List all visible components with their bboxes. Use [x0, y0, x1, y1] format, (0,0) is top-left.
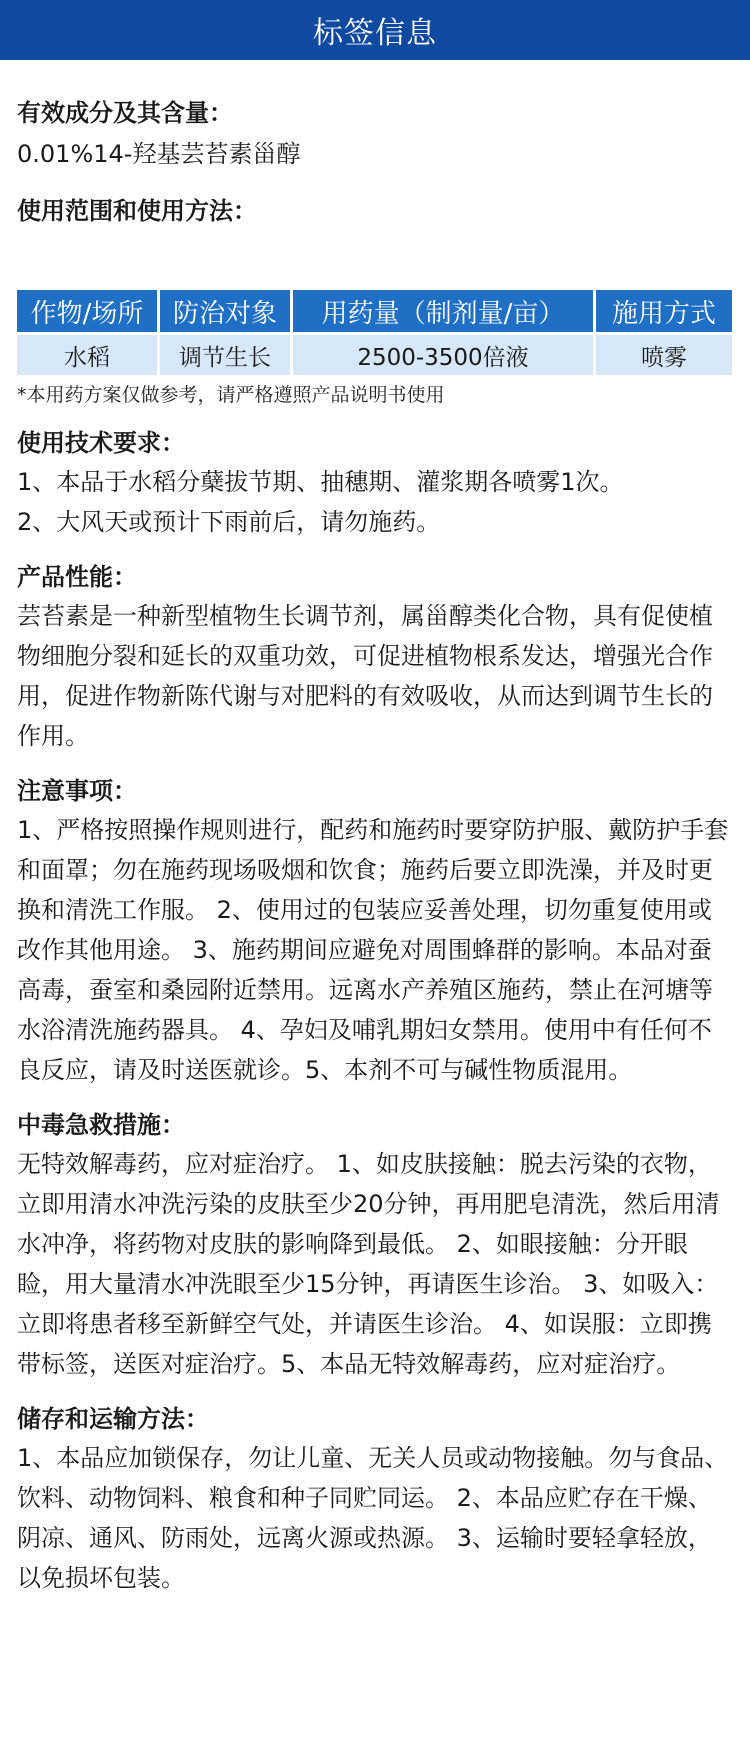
performance-body: 芸苔素是一种新型植物生长调节剂，属甾醇类化合物，具有促使植物细胞分裂和延长的双重功效，可促进植物根系发达，增强光合作用，促进作物新陈代谢与对肥料的有效吸收，从而达到调节生长的作用。 — [17, 602, 713, 750]
dose-table-header: 施用方式 — [596, 290, 732, 332]
dose-table-cell: 水稻 — [17, 335, 157, 375]
performance-title: 产品性能： — [17, 563, 137, 591]
tech-requirements-title: 使用技术要求： — [17, 429, 185, 457]
dose-table-cell: 喷雾 — [596, 335, 732, 375]
precautions-title: 注意事项： — [17, 777, 137, 805]
storage-title: 储存和运输方法： — [17, 1405, 209, 1433]
usage-scope-section — [17, 194, 733, 228]
performance-section — [17, 560, 733, 756]
label-content — [0, 96, 750, 1598]
dose-table — [14, 287, 735, 378]
page-title: 标签信息 — [313, 16, 437, 51]
dose-table-cell: 2500-3500倍液 — [293, 335, 593, 375]
table-row — [17, 335, 732, 375]
tech-requirements-section — [17, 426, 733, 542]
usage-scope-title: 使用范围和使用方法： — [17, 197, 257, 225]
tech-requirements-line: 1、本品于水稻分蘖拔节期、抽穗期、灌浆期各喷雾1次。 — [17, 468, 624, 496]
tech-requirements-line: 2、大风天或预计下雨前后，请勿施药。 — [17, 508, 441, 536]
page-header — [0, 0, 750, 60]
precautions-body: 1、严格按照操作规则进行，配药和施药时要穿防护服、戴防护手套和面罩；勿在施药现场吸烟和饮食；施药后要立即洗澡，并及时更换和清洗工作服。 2、使用过的包装应妥善处理，切勿重复使用或改作其他用途。 3、施药期间应避免对周围蜂群的影响。本品对蚕高毒，蚕室和桑园附近禁用。远离水产养殖区施药，禁止在河塘等水浴清洗施药器具。 4、孕妇及哺乳期妇女禁用。使用中有任何不良反应，请及时送医就诊。5、本剂不可与碱性物质混用。 — [17, 816, 729, 1084]
storage-body: 1、本品应加锁保存，勿让儿童、无关人员或动物接触。勿与食品、饮料、动物饲料、粮食和种子同贮同运。 2、本品应贮存在干燥、阴凉、通风、防雨处，远离火源或热源。 3、运输时要轻拿轻放，以免损坏包装。 — [17, 1444, 729, 1592]
first-aid-section — [17, 1108, 733, 1384]
first-aid-title: 中毒急救措施： — [17, 1111, 185, 1139]
first-aid-body: 无特效解毒药，应对症治疗。 1、如皮肤接触：脱去污染的衣物，立即用清水冲洗污染的皮肤至少20分钟，再用肥皂清洗，然后用清水冲净，将药物对皮肤的影响降到最低。 2、如眼接触：分开眼睑，用大量清水冲洗眼至少15分钟，再请医生诊治。 3、如吸入：立即将患者移至新鲜空气处，并请医生诊治。 4、如误服：立即携带标签，送医对症治疗。5、本品无特效解毒药，应对症治疗。 — [17, 1150, 720, 1378]
ingredients-body: 0.01%14-羟基芸苔素甾醇 — [17, 140, 301, 168]
dose-table-header: 防治对象 — [160, 290, 290, 332]
ingredients-section — [17, 96, 733, 174]
dose-table-header: 作物/场所 — [17, 290, 157, 332]
dose-table-header-row — [17, 290, 732, 332]
dose-table-cell: 调节生长 — [160, 335, 290, 375]
precautions-section — [17, 774, 733, 1090]
dose-table-note: *本用药方案仅做参考，请严格遵照产品说明书使用 — [17, 384, 445, 406]
storage-section — [17, 1402, 733, 1598]
dose-table-header: 用药量（制剂量/亩） — [293, 290, 593, 332]
ingredients-title: 有效成分及其含量： — [17, 99, 233, 127]
